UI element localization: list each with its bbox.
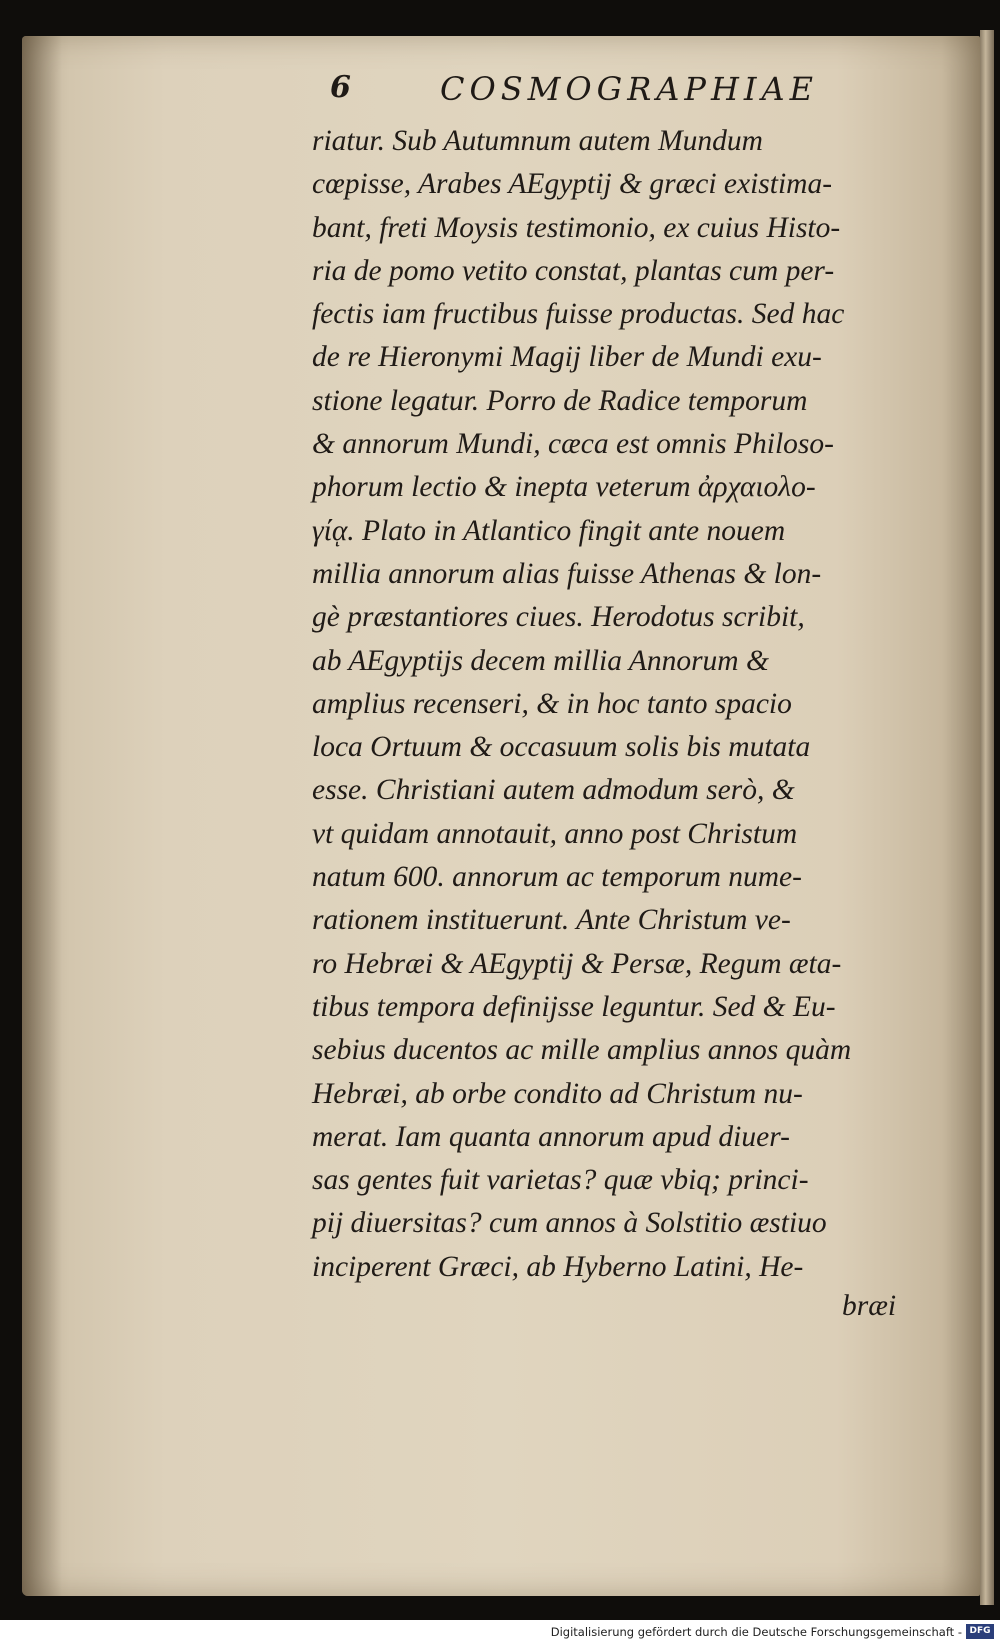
text-line: ria de pomo vetito constat, plantas cum per-	[312, 254, 835, 287]
text-line: merat. Iam quanta annorum apud diuer-	[312, 1120, 790, 1153]
text-line: tibus tempora definijsse leguntur. Sed & Eu-	[312, 990, 836, 1023]
text-line: de re Hieronymi Magij liber de Mundi exu-	[312, 341, 822, 374]
page-edge	[980, 30, 994, 1605]
folio-number: 6	[330, 70, 351, 105]
text-line: natum 600. annorum ac temporum nume-	[312, 861, 802, 894]
text-line: γίᾳ. Plato in Atlantico fingit ante nouem	[312, 514, 786, 547]
text-line: phorum lectio & inepta veterum ἀρχαιολο-	[312, 471, 816, 504]
gutter-shadow	[22, 36, 62, 1596]
text-line: cœpisse, Arabes AEgyptij & græci existima-	[312, 168, 833, 201]
text-line: inciperent Græci, ab Hyberno Latini, He-	[312, 1250, 804, 1283]
text-line: ab AEgyptijs decem millia Annorum &	[312, 644, 769, 677]
text-line: amplius recenseri, & in hoc tanto spacio	[312, 687, 792, 720]
running-title: COSMOGRAPHIAE	[440, 70, 818, 108]
catchword: bræi	[842, 1290, 897, 1322]
text-line: Hebræi, ab orbe condito ad Christum nu-	[312, 1077, 803, 1110]
text-line: vt quidam annotauit, anno post Christum	[312, 817, 798, 850]
text-line: esse. Christiani autem admodum serò, &	[312, 774, 795, 807]
footer-bar	[0, 1620, 1000, 1645]
text-line: loca Ortuum & occasuum solis bis mutata	[312, 731, 811, 764]
text-line: sas gentes fuit varietas? quæ vbiq; princi-	[312, 1164, 809, 1197]
text-line: gè præstantiores ciues. Herodotus scribit,	[312, 601, 805, 634]
text-line: rationem instituerunt. Ante Christum ve-	[312, 904, 791, 937]
funding-credit: Digitalisierung gefördert durch die Deutsche Forschungsgemeinschaft -	[550, 1625, 962, 1639]
page-header	[330, 70, 850, 114]
text-line: stione legatur. Porro de Radice temporum	[312, 384, 808, 417]
text-line: & annorum Mundi, cæca est omnis Philoso-	[312, 428, 834, 461]
text-line: pij diuersitas? cum annos à Solstitio æstiuo	[312, 1207, 827, 1240]
body-text	[312, 120, 972, 1289]
text-line: bant, freti Moysis testimonio, ex cuius Histo-	[312, 211, 841, 244]
dfg-logo: DFG	[966, 1624, 994, 1639]
text-line: sebius ducentos ac mille amplius annos quàm	[312, 1034, 852, 1067]
text-line: ro Hebræi & AEgyptij & Persæ, Regum æta-	[312, 947, 842, 980]
text-line: fectis iam fructibus fuisse productas. Sed hac	[312, 298, 845, 331]
text-line: millia annorum alias fuisse Athenas & lon-	[312, 557, 822, 590]
text-line: riatur. Sub Autumnum autem Mundum	[312, 125, 763, 157]
